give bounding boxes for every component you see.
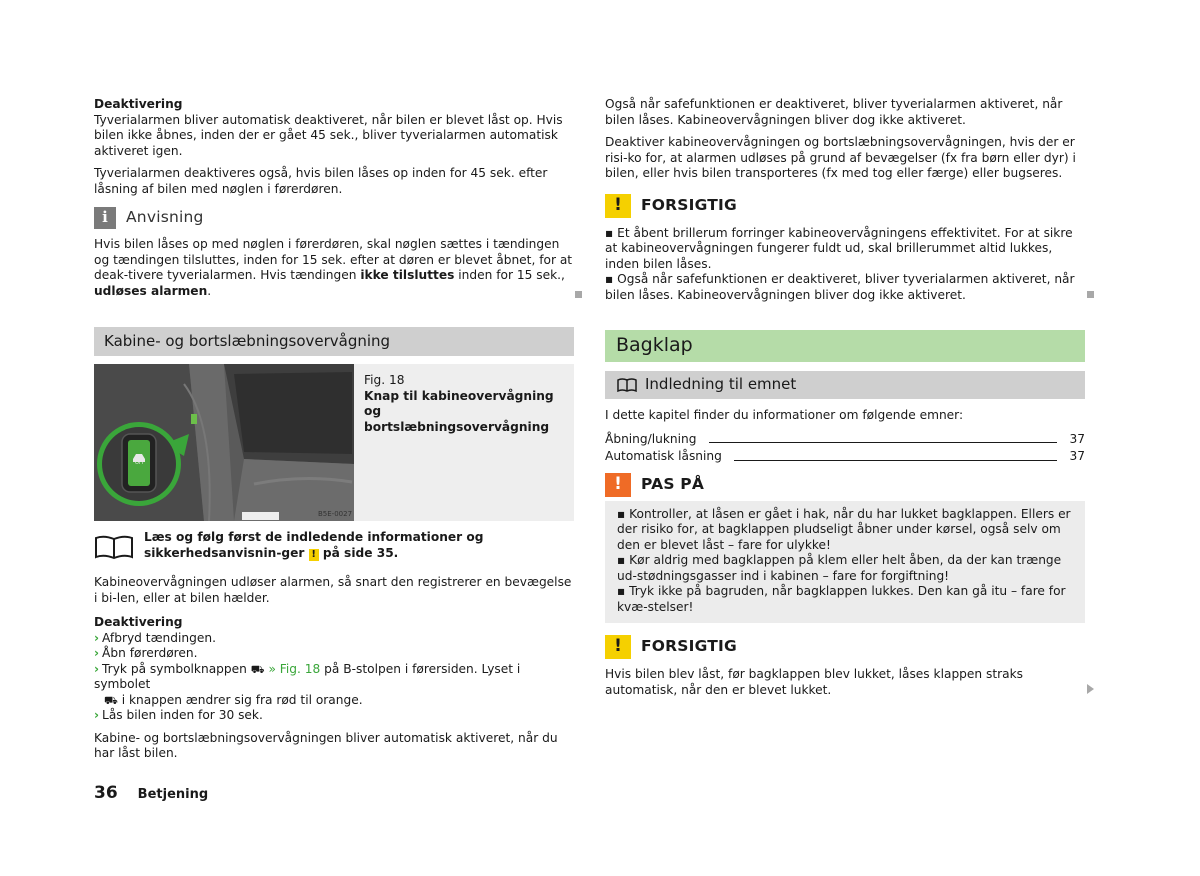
toc-leader bbox=[709, 442, 1058, 443]
figure-label: Fig. 18 bbox=[364, 373, 405, 387]
step-1-text: Afbryd tændingen. bbox=[102, 630, 216, 645]
step-3-text: i knappen ændrer sig fra rød til orange. bbox=[117, 692, 363, 707]
book-icon bbox=[94, 534, 134, 560]
deaktivering-heading: Deaktivering bbox=[94, 97, 183, 111]
bullet-icon: ▪ bbox=[617, 506, 630, 521]
figure-code: B5E-0027 bbox=[318, 510, 353, 518]
note-text bbox=[94, 237, 574, 299]
caution-2-title: FORSIGTIG bbox=[641, 637, 737, 656]
section-title: Kabine- og bortslæbningsovervågning bbox=[94, 327, 574, 356]
bullet-icon: ▪ bbox=[617, 553, 630, 567]
bullet-icon: ▪ bbox=[605, 272, 618, 286]
left-column bbox=[94, 97, 574, 299]
figure-18 bbox=[94, 364, 574, 521]
subsection-intro bbox=[605, 371, 1085, 399]
page-footer bbox=[94, 783, 209, 803]
chevron-right-icon: › bbox=[94, 646, 100, 660]
toc-label: Automatisk låsning bbox=[605, 449, 722, 463]
caution-2-text: Hvis bilen blev låst, før bagklappen blev lukket, låses klappen straks automatisk, når den er blevet lukket. bbox=[605, 667, 1024, 697]
chapter-title: Bagklap bbox=[605, 330, 1085, 362]
step-3-text: på B-stolpen i førersiden. Lyset i symbolet bbox=[94, 661, 521, 691]
bullet-icon: ▪ bbox=[605, 225, 618, 240]
warning-item-text: Tryk ikke på bagruden, når bagklappen lukkes. Den kan gå itu – fare for kvæ-stelser! bbox=[617, 584, 1066, 614]
right-lower bbox=[605, 408, 1085, 698]
section-end-marker bbox=[575, 291, 582, 298]
body-text-1: Kabineovervågningen udløser alarmen, så snart den registrerer en bevægelse i bi-len, eller at bilen hælder. bbox=[94, 575, 572, 605]
subsection-title: Indledning til emnet bbox=[645, 375, 797, 394]
footer-section-name: Betjening bbox=[137, 787, 209, 802]
info-icon: i bbox=[94, 207, 116, 229]
exclamation-icon: ! bbox=[309, 549, 319, 561]
note-text-part: . bbox=[207, 283, 212, 298]
chapter-bagklap bbox=[605, 330, 1085, 362]
warning-panel bbox=[605, 473, 1085, 624]
figure-caption-box bbox=[354, 364, 574, 521]
caution-1-item-text: Også når safefunktionen er deaktiveret, bliver tyverialarmen aktiveret, når bilen låses. Kabineovervågningen bliver dog ikke aktiveret. bbox=[605, 272, 1075, 302]
body-text-2: Kabine- og bortslæbningsovervågningen bliver automatisk aktiveret, når du har låst bilen. bbox=[94, 730, 558, 760]
step-3 bbox=[94, 662, 574, 693]
step-4 bbox=[94, 708, 574, 724]
warning-item-2 bbox=[617, 553, 1073, 584]
read-first-text bbox=[144, 530, 574, 561]
caution-1-header bbox=[605, 194, 1085, 218]
left-lower bbox=[94, 530, 574, 762]
warning-title: PAS PÅ bbox=[641, 474, 705, 493]
step-1 bbox=[94, 631, 574, 647]
page-number: 36 bbox=[94, 783, 118, 803]
car-sensor-icon: ⛟ bbox=[104, 693, 118, 707]
step-2 bbox=[94, 646, 574, 662]
caution-1-item-1 bbox=[605, 226, 1085, 273]
toc-leader bbox=[734, 460, 1058, 461]
figure-image bbox=[94, 364, 354, 521]
deaktivering-text-2: Tyverialarmen deaktiveres også, hvis bilen låses op inden for 45 sek. efter låsning af bilen med nøglen i førerdøren. bbox=[94, 166, 548, 196]
chevron-right-icon: › bbox=[94, 661, 100, 676]
intro-text: I dette kapitel finder du informationer om følgende emner: bbox=[605, 408, 964, 422]
deaktivering-text: Tyverialarmen bliver automatisk deaktiveret, når bilen er blevet låst op. Hvis bilen ikke åbnes, inden der er gået 45 sek., bliver tyverialarmen automatisk aktiveret igen. bbox=[94, 112, 563, 158]
toc-label: Åbning/lukning bbox=[605, 431, 697, 446]
read-first-part: på side 35. bbox=[318, 545, 399, 560]
right-column bbox=[605, 97, 1085, 303]
exclamation-icon: ! bbox=[605, 635, 631, 659]
figure-link[interactable]: » Fig. 18 bbox=[268, 661, 321, 676]
toc-page: 37 bbox=[1069, 449, 1085, 463]
figure-caption: Knap til kabineovervågning og bortslæbningsovervågning bbox=[364, 388, 554, 434]
exclamation-icon: ! bbox=[605, 473, 631, 497]
book-icon bbox=[617, 378, 637, 392]
right-para-2: Deaktiver kabineovervågningen og bortslæbningsovervågningen, hvis der er risi-ko for, at alarmen udløses på grund af bevægelser (fx fra børn eller dyr) i bilen, eller hvis bilen transporteres (fx med tog eller færge) eller bugseres. bbox=[605, 135, 1076, 180]
continue-arrow-icon bbox=[1087, 684, 1094, 694]
caution-2-header bbox=[605, 635, 1085, 659]
section-kabine bbox=[94, 327, 574, 356]
section-end-marker bbox=[1087, 291, 1094, 298]
toc-row[interactable] bbox=[605, 432, 1085, 448]
bullet-icon: ▪ bbox=[617, 584, 630, 598]
step-2-text: Åbn førerdøren. bbox=[102, 646, 198, 660]
note-header bbox=[94, 207, 574, 229]
right-para-1: Også når safefunktionen er deaktiveret, bliver tyverialarmen aktiveret, når bilen låses. Kabineovervågningen bliver dog ikke aktiveret. bbox=[605, 97, 1063, 127]
note-title: Anvisning bbox=[126, 208, 204, 227]
button-off-label: OFF bbox=[135, 460, 145, 466]
chevron-right-icon: › bbox=[94, 630, 100, 645]
car-sensor-icon: ⛟ bbox=[250, 662, 265, 676]
subsection-bar bbox=[605, 371, 1085, 399]
read-first-part: Læs og følg først de indledende informationer og sikkerhedsanvisnin-ger bbox=[144, 530, 484, 560]
warning-item-3 bbox=[617, 584, 1073, 615]
read-first bbox=[94, 530, 574, 561]
caution-1-item-2 bbox=[605, 272, 1085, 303]
note-text-part: inden for 15 sek., bbox=[454, 268, 565, 282]
note-text-part: Hvis bilen låses op med nøglen i førerdøren, skal nøglen sættes i tændingen og tændingen tilsluttes, inden for 15 sek. efter at døren er blevet åbnet, for at deak-tivere tyverialarmen. Hvis tændingen bbox=[94, 237, 573, 282]
note-text-bold: ikke tilsluttes bbox=[360, 268, 455, 282]
car-door-illustration bbox=[94, 364, 354, 521]
chevron-right-icon: › bbox=[94, 708, 100, 722]
caution-1-title: FORSIGTIG bbox=[641, 195, 737, 214]
warning-item-1 bbox=[617, 507, 1073, 554]
toc-page: 37 bbox=[1069, 431, 1085, 446]
note-text-bold: udløses alarmen bbox=[94, 283, 208, 298]
warning-header bbox=[605, 473, 1085, 501]
step-3-text: Tryk på symbolknappen bbox=[102, 661, 251, 676]
exclamation-icon: ! bbox=[605, 194, 631, 218]
deaktivering2-heading: Deaktivering bbox=[94, 615, 183, 629]
caution-1-item-text: Et åbent brillerum forringer kabineovervågningens effektivitet. For at sikre at kabineovervågningen fungerer fuldt ud, skal brillerummet altid lukkes, inden bilen låses. bbox=[605, 225, 1073, 271]
step-4-text: Lås bilen inden for 30 sek. bbox=[102, 708, 263, 722]
toc-row[interactable] bbox=[605, 449, 1085, 465]
step-3-cont bbox=[94, 693, 574, 709]
warning-item-text: Kør aldrig med bagklappen på klem eller helt åben, da der kan trænge ud-stødningsgasser ind i kabinen – fare for forgiftning! bbox=[617, 553, 1062, 583]
warning-body bbox=[605, 501, 1085, 624]
warning-item-text: Kontroller, at låsen er gået i hak, når du har lukket bagklappen. Ellers er der risiko for, at bagklappen pludseligt åbner under kørsel, også selv om den er blevet låst – fare for ulykke! bbox=[617, 506, 1071, 552]
